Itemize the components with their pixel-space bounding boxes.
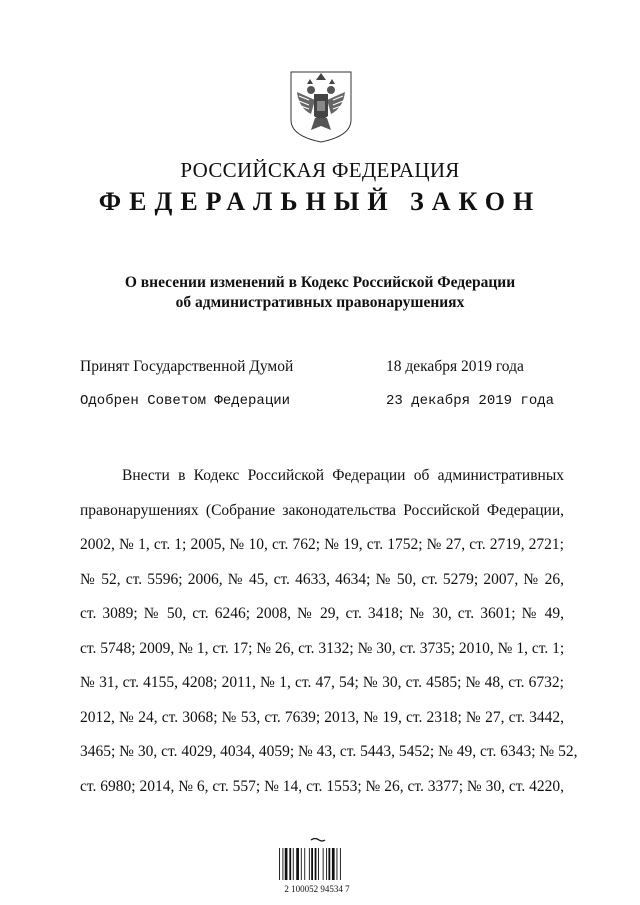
barcode-number: 2 100052 94534 7 bbox=[284, 884, 350, 894]
body-line: № 52, ст. 5596; 2006, № 45, ст. 4633, 4634; № 50, ст. 5279; 2007, № 26, bbox=[80, 570, 564, 588]
document-type: ФЕДЕРАЛЬНЫЙ ЗАКОН bbox=[98, 187, 542, 216]
body-line: ст. 6980; 2014, № 6, ст. 557; № 14, ст. 1553; № 26, ст. 3377; № 30, ст. 4220, bbox=[80, 777, 564, 795]
body-line: ст. 5748; 2009, № 1, ст. 17; № 26, ст. 3132; № 30, ст. 3735; 2010, № 1, ст. 1; bbox=[80, 639, 565, 657]
country-name: РОССИЙСКАЯ ФЕДЕРАЦИЯ bbox=[180, 158, 460, 182]
body-line: 3465; № 30, ст. 4029, 4034, 4059; № 43, ст. 5443, 5452; № 49, ст. 6343; № 52, bbox=[80, 743, 578, 760]
duma-adoption-date: 18 декабря 2019 года bbox=[386, 358, 524, 375]
body-line: 2002, № 1, ст. 1; 2005, № 10, ст. 762; № 19, ст. 1752; № 27, ст. 2719, 2721; bbox=[80, 536, 564, 553]
body-line: № 31, ст. 4155, 4208; 2011, № 1, ст. 47, 54; № 30, ст. 4585; № 48, ст. 6732; bbox=[80, 674, 564, 691]
coat-of-arms-icon bbox=[289, 70, 353, 144]
law-title bbox=[0, 273, 640, 313]
law-title-line-1: О внесении изменений в Кодекс Российской Федерации bbox=[124, 274, 516, 291]
body-line: правонарушениях (Собрание законодательства Российской Федерации, bbox=[80, 501, 564, 519]
body-line: ст. 3089; № 50, ст. 6246; 2008, № 29, ст. 3418; № 30, ст. 3601; № 49, bbox=[80, 605, 564, 622]
duma-adoption-label: Принят Государственной Думой bbox=[80, 358, 294, 375]
law-body bbox=[80, 459, 578, 804]
council-approval-date: 23 декабря 2019 года bbox=[386, 393, 555, 409]
body-line: Внести в Кодекс Российской Федерации об административных bbox=[122, 467, 564, 484]
body-line: 2012, № 24, ст. 3068; № 53, ст. 7639; 2013, № 19, ст. 2318; № 27, ст. 3442, bbox=[80, 708, 564, 726]
document-footer bbox=[277, 822, 357, 902]
council-approval-label: Одобрен Советом Федерации bbox=[80, 393, 291, 409]
law-title-line-2: об административных правонарушениях bbox=[175, 294, 465, 311]
barcode-icon bbox=[277, 838, 357, 882]
